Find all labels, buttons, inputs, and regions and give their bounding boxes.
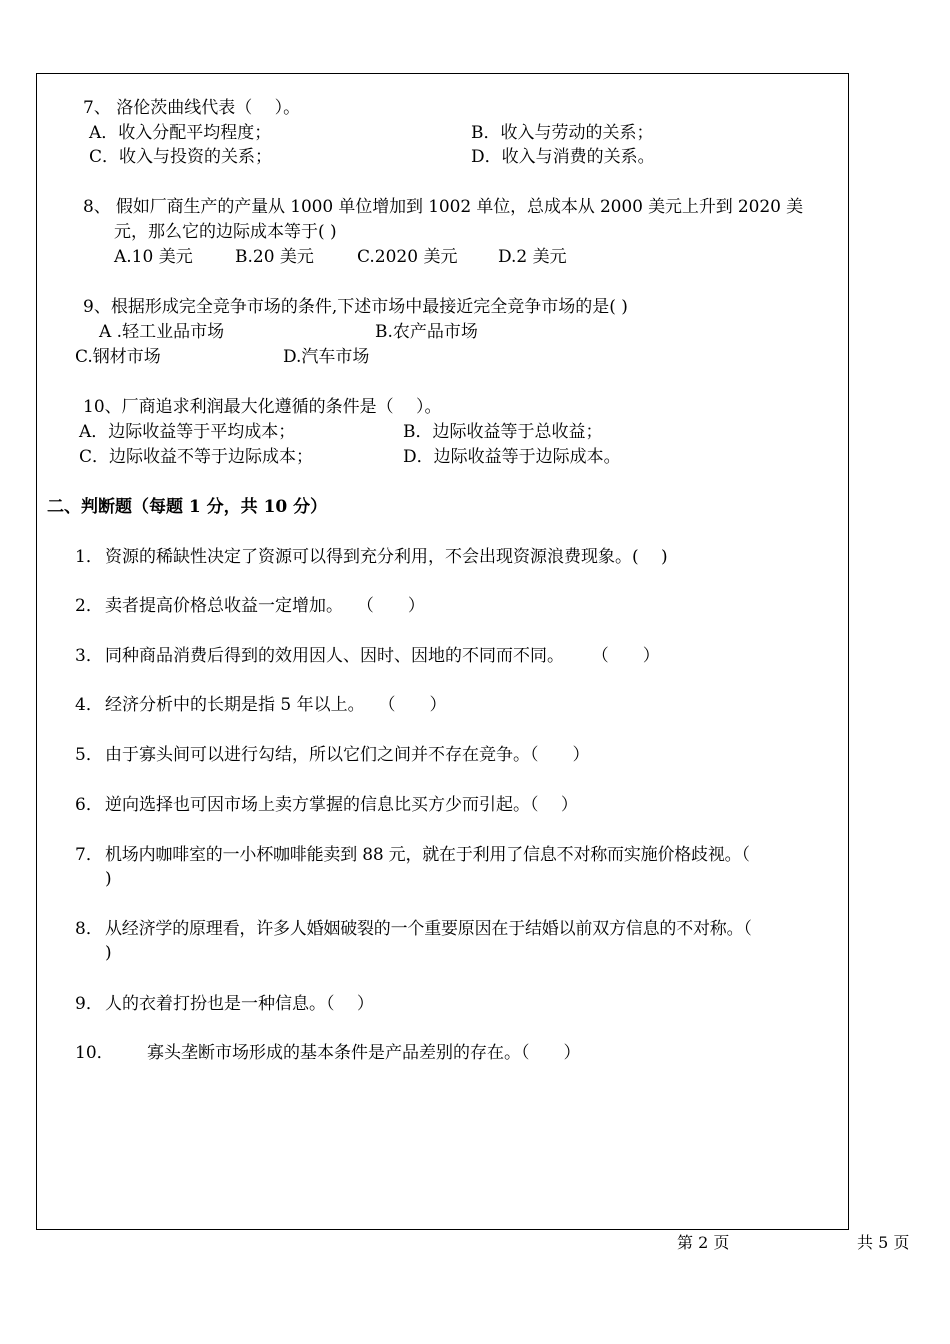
tf-item-number: 5． (75, 745, 103, 765)
tf-item-text: 机场内咖啡室的一小杯咖啡能卖到 88 元，就在于利用了信息不对称而实施价格歧视。（ (105, 845, 750, 865)
tf-item-text: 经济分析中的长期是指 5 年以上。 （ ） (105, 695, 447, 715)
page-number: 第 2 页 (677, 1233, 730, 1252)
tf-item-text: 从经济学的原理看，许多人婚姻破裂的一个重要原因在于结婚以前双方信息的不对称。（ (105, 919, 752, 939)
tf-item-text: 寡头垄断市场形成的基本条件是产品差别的存在。（ ） (147, 1043, 581, 1063)
page-total: 共 5 页 (857, 1233, 910, 1252)
tf-item-text: 由于寡头间可以进行勾结，所以它们之间并不存在竞争。（ ） (105, 745, 590, 765)
q8-option-a: A.10 美元 (114, 247, 193, 267)
q10-option-d: D．边际收益等于边际成本。 (403, 447, 621, 467)
q7-option-c: C．收入与投资的关系； (89, 147, 273, 167)
tf-item-number: 8． (75, 919, 103, 939)
page-frame (36, 73, 849, 1230)
q8-stem-line1: 8、 假如厂商生产的产量从 1000 单位增加到 1002 单位，总成本从 2000 美元上升到 2020 美 (83, 197, 804, 217)
q10-stem: 10、厂商追求利润最大化遵循的条件是（ ）。 (83, 397, 442, 417)
q7-option-a: A．收入分配平均程度； (89, 123, 272, 143)
tf-item-number: 1． (75, 547, 103, 567)
q10-option-a: A．边际收益等于平均成本； (79, 422, 296, 442)
q8-option-b: B.20 美元 (235, 247, 314, 267)
q10-option-c: C．边际收益不等于边际成本； (79, 447, 314, 467)
q10-option-b: B．边际收益等于总收益； (403, 422, 603, 442)
tf-item-continuation: ) (105, 943, 112, 963)
tf-item-number: 6． (75, 795, 103, 815)
tf-item-continuation: ) (105, 869, 112, 889)
tf-item-number: 4． (75, 695, 103, 715)
tf-item-number: 2． (75, 596, 103, 616)
q8-option-d: D.2 美元 (498, 247, 567, 267)
q8-option-c: C.2020 美元 (357, 247, 458, 267)
tf-item-text: 逆向选择也可因市场上卖方掌握的信息比买方少而引起。（ ） (105, 795, 578, 815)
q7-stem: 7、 洛伦茨曲线代表（ ）。 (83, 98, 301, 118)
q7-option-b: B．收入与劳动的关系； (471, 123, 654, 143)
tf-item-text: 人的衣着打扮也是一种信息。（ ） (105, 994, 374, 1014)
q8-stem-line2: 元，那么它的边际成本等于( ) (114, 222, 337, 242)
q9-option-c: C.钢材市场 (75, 347, 161, 367)
section-title: 二、判断题（每题 1 分，共 10 分） (47, 497, 328, 517)
q7-option-d: D．收入与消费的关系。 (471, 147, 655, 167)
tf-item-number: 10． (75, 1043, 114, 1063)
q9-option-d: D.汽车市场 (283, 347, 370, 367)
tf-item-text: 资源的稀缺性决定了资源可以得到充分利用，不会出现资源浪费现象。( ) (105, 547, 668, 567)
tf-item-number: 3． (75, 646, 103, 666)
q9-stem: 9、根据形成完全竞争市场的条件,下述市场中最接近完全竞争市场的是( ) (83, 297, 628, 317)
tf-item-number: 9． (75, 994, 103, 1014)
q9-option-a: A .轻工业品市场 (99, 322, 225, 342)
tf-item-text: 同种商品消费后得到的效用因人、因时、因地的不同而不同。 （ ） (105, 646, 660, 666)
tf-item-text: 卖者提高价格总收益一定增加。 （ ） (105, 596, 425, 616)
tf-item-number: 7． (75, 845, 103, 865)
q9-option-b: B.农产品市场 (375, 322, 478, 342)
